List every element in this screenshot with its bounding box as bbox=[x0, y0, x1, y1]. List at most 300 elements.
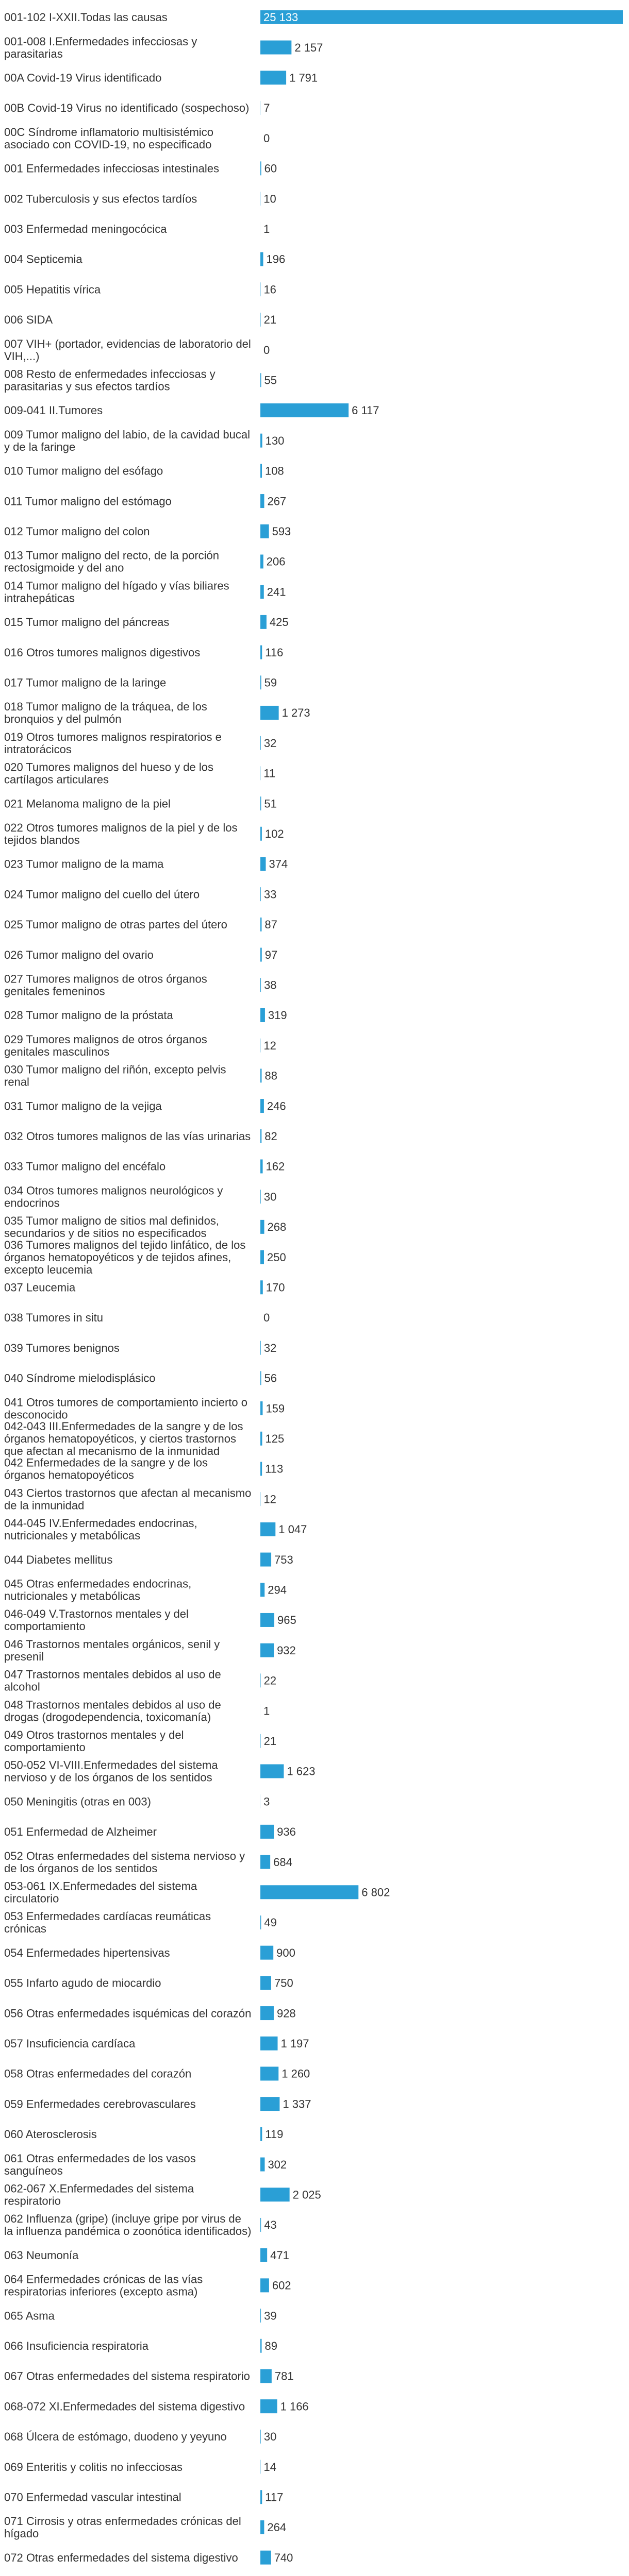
bar bbox=[260, 1583, 264, 1597]
category-label: 026 Tumor maligno del ovario bbox=[4, 948, 154, 961]
value-label: 1 623 bbox=[287, 1765, 316, 1778]
category-label: 047 Trastornos mentales debidos al uso de alcohol bbox=[4, 1668, 221, 1693]
value-label: 471 bbox=[270, 2248, 289, 2262]
bar bbox=[260, 1855, 270, 1869]
bar-row bbox=[4, 1825, 296, 1839]
bar bbox=[260, 2399, 277, 2413]
category-label: 013 Tumor maligno del recto, de la porción rectosigmoide y del ano bbox=[4, 549, 220, 574]
bar-row bbox=[4, 1280, 285, 1294]
value-label: 3 bbox=[263, 1795, 270, 1808]
bar-row bbox=[4, 2490, 283, 2504]
category-label: 046-049 V.Trastornos mentales y del comportamiento bbox=[4, 1607, 189, 1633]
bar-row bbox=[4, 403, 379, 417]
bar bbox=[260, 1432, 262, 1446]
bar bbox=[260, 2158, 264, 2172]
category-label: 034 Otros tumores malignos neurológicos y endocrinos bbox=[4, 1184, 223, 1210]
value-label: 1 bbox=[263, 1704, 270, 1718]
value-label: 246 bbox=[267, 1099, 286, 1113]
value-label: 750 bbox=[274, 1976, 293, 1990]
bar-row bbox=[4, 1099, 286, 1113]
bar-row bbox=[4, 1371, 277, 1385]
category-label: 063 Neumonía bbox=[4, 2248, 79, 2262]
value-label: 6 802 bbox=[361, 1886, 390, 1899]
bar bbox=[260, 796, 261, 810]
bar-row bbox=[4, 972, 277, 997]
bar bbox=[260, 857, 266, 871]
value-label: 0 bbox=[263, 1311, 270, 1325]
value-label: 55 bbox=[264, 374, 277, 387]
category-label: 052 Otras enfermedades del sistema nervioso y de los órganos de los sentidos bbox=[4, 1849, 245, 1875]
value-label: 119 bbox=[265, 2128, 284, 2141]
category-label: 045 Otras enfermedades endocrinas, nutricionales y metabólicas bbox=[4, 1577, 192, 1603]
value-label: 21 bbox=[263, 313, 277, 327]
category-label: 033 Tumor maligno del encéfalo bbox=[4, 1160, 166, 1173]
bar bbox=[260, 1885, 358, 1899]
bar-row bbox=[4, 1976, 293, 1990]
value-label: 302 bbox=[268, 2158, 287, 2171]
bar-row bbox=[4, 2248, 289, 2262]
value-label: 753 bbox=[274, 1553, 293, 1566]
value-label: 14 bbox=[263, 2460, 276, 2473]
value-label: 1 047 bbox=[278, 1523, 307, 1536]
category-label: 030 Tumor maligno del riñón, excepto pelvis renal bbox=[4, 1063, 226, 1089]
bar-row bbox=[4, 2152, 287, 2177]
category-label: 007 VIH+ (portador, evidencias de laboratorio del VIH,...) bbox=[4, 337, 251, 363]
value-label: 267 bbox=[267, 495, 287, 508]
bar-row bbox=[4, 1456, 283, 1482]
value-label: 87 bbox=[264, 918, 277, 931]
category-label: 025 Tumor maligno de otras partes del útero bbox=[4, 918, 227, 931]
bar bbox=[260, 2520, 264, 2534]
bar-row bbox=[4, 1159, 285, 1173]
bar-row bbox=[4, 282, 276, 296]
bar bbox=[260, 1069, 261, 1082]
value-label: 60 bbox=[264, 162, 277, 175]
bar bbox=[260, 10, 623, 24]
bar-row bbox=[4, 524, 291, 538]
bar-row bbox=[4, 1850, 292, 1875]
bar bbox=[260, 2218, 261, 2232]
bar bbox=[260, 918, 261, 931]
value-label: 30 bbox=[263, 2430, 277, 2444]
bar-row bbox=[4, 2339, 277, 2353]
value-label: 0 bbox=[263, 131, 270, 145]
bar-row bbox=[4, 161, 277, 175]
bar bbox=[260, 827, 262, 841]
bar-row bbox=[4, 1759, 315, 1784]
bar-row bbox=[4, 1879, 390, 1905]
value-label: 32 bbox=[263, 1341, 277, 1354]
bar bbox=[260, 1764, 284, 1778]
bar bbox=[260, 2551, 271, 2565]
category-label: 041 Otros tumores de comportamiento incierto o desconocido bbox=[4, 1396, 248, 1421]
bar bbox=[260, 2369, 272, 2383]
bar-row bbox=[4, 2006, 296, 2020]
bar bbox=[260, 2188, 290, 2201]
bar bbox=[260, 373, 261, 387]
bar-row bbox=[4, 2127, 283, 2141]
value-label: 82 bbox=[264, 1129, 277, 1143]
value-label: 32 bbox=[263, 736, 277, 750]
category-label: 037 Leucemia bbox=[4, 1281, 76, 1294]
bar-row bbox=[4, 646, 283, 659]
bar bbox=[260, 646, 262, 659]
bar bbox=[260, 1916, 261, 1929]
bar-row bbox=[4, 2097, 311, 2111]
value-label: 928 bbox=[276, 2007, 296, 2020]
category-label: 062-067 X.Enfermedades del sistema respiratorio bbox=[4, 2182, 194, 2208]
bar bbox=[260, 1553, 271, 1567]
category-label: 010 Tumor maligno del esófago bbox=[4, 464, 163, 478]
bar-row bbox=[4, 2212, 277, 2238]
bar-row bbox=[4, 1129, 277, 1143]
bar-row bbox=[4, 1063, 277, 1089]
category-label: 048 Trastornos mentales debidos al uso de drogas (drogodependencia, toxicomanía) bbox=[4, 1698, 221, 1724]
bar-row bbox=[4, 2369, 294, 2383]
bar bbox=[260, 948, 262, 962]
value-label: 1 bbox=[263, 222, 270, 235]
category-label: 064 Enfermedades crónicas de las vías respiratorias inferiores (excepto asma) bbox=[4, 2273, 203, 2298]
value-label: 1 273 bbox=[282, 706, 310, 720]
value-label: 22 bbox=[263, 1674, 277, 1687]
category-label: 042 Enfermedades de la sangre y de los órganos hematopoyéticos bbox=[4, 1456, 208, 1482]
category-label: 015 Tumor maligno del páncreas bbox=[4, 616, 170, 629]
category-label: 003 Enfermedad meningocócica bbox=[4, 222, 167, 235]
category-label: 065 Asma bbox=[4, 2309, 55, 2323]
bar bbox=[260, 494, 264, 508]
category-label: 024 Tumor maligno del cuello del útero bbox=[4, 888, 200, 901]
category-label: 060 Aterosclerosis bbox=[4, 2128, 97, 2141]
bar-row bbox=[4, 761, 275, 786]
value-label: 206 bbox=[266, 555, 286, 568]
value-label: 51 bbox=[264, 797, 277, 810]
category-label: 062 Influenza (gripe) (incluye gripe por virus de la influenza pandémica o zoonótica identificados) bbox=[4, 2212, 252, 2238]
value-label: 936 bbox=[277, 1825, 296, 1839]
value-label: 12 bbox=[263, 1039, 276, 1052]
category-label: 054 Enfermedades hipertensivas bbox=[4, 1946, 170, 1959]
value-label: 97 bbox=[264, 948, 278, 961]
value-label: 250 bbox=[267, 1250, 286, 1264]
bar bbox=[260, 1190, 261, 1204]
category-label: 00B Covid-19 Virus no identificado (sospechoso) bbox=[4, 101, 250, 115]
bar-row bbox=[4, 549, 285, 574]
category-label: 016 Otros tumores malignos digestivos bbox=[4, 646, 201, 659]
value-label: 130 bbox=[265, 434, 285, 447]
bar bbox=[260, 2248, 267, 2262]
bar-row bbox=[4, 1728, 276, 1754]
bar-row bbox=[4, 1910, 277, 1935]
bar-row bbox=[4, 2460, 276, 2474]
bar-row bbox=[4, 821, 284, 846]
bar bbox=[260, 1734, 261, 1748]
bar-row bbox=[4, 731, 276, 756]
bar-row bbox=[4, 579, 286, 604]
category-label: 022 Otros tumores malignos de la piel y de los tejidos blandos bbox=[4, 821, 238, 846]
category-label: 00A Covid-19 Virus identificado bbox=[4, 71, 162, 84]
value-label: 264 bbox=[267, 2521, 287, 2534]
bar-row bbox=[4, 1311, 270, 1324]
bar-row bbox=[4, 252, 285, 266]
category-label: 001-008 I.Enfermedades infecciosas y parasitarias bbox=[4, 35, 197, 60]
bar-row bbox=[4, 1607, 296, 1633]
value-label: 102 bbox=[264, 827, 284, 840]
bar-row bbox=[4, 1184, 276, 1209]
value-label: 602 bbox=[272, 2279, 291, 2292]
bar-row bbox=[4, 2066, 310, 2080]
bar-row bbox=[4, 192, 276, 206]
category-label: 005 Hepatitis vírica bbox=[4, 283, 101, 296]
bar-row bbox=[4, 887, 276, 901]
bar-row bbox=[4, 1794, 270, 1808]
bar bbox=[260, 1220, 264, 1234]
category-label: 012 Tumor maligno del colon bbox=[4, 524, 150, 538]
value-label: 932 bbox=[277, 1643, 296, 1657]
category-label: 056 Otras enfermedades isquémicas del corazón bbox=[4, 2007, 252, 2020]
category-label: 068 Úlcera de estómago, duodeno y yeyuno bbox=[4, 2430, 227, 2444]
category-label: 061 Otras enfermedades de los vasos sanguíneos bbox=[4, 2151, 196, 2177]
bar-row bbox=[4, 367, 277, 393]
bar-row bbox=[4, 222, 270, 236]
value-label: 117 bbox=[265, 2490, 284, 2504]
value-label: 10 bbox=[263, 192, 276, 206]
bar-row bbox=[4, 2515, 286, 2540]
category-label: 070 Enfermedad vascular intestinal bbox=[4, 2490, 181, 2504]
category-label: 050-052 VI-VIII.Enfermedades del sistema nervioso y de los órganos de los sentidos bbox=[4, 1758, 218, 1784]
category-label: 001 Enfermedades infecciosas intestinales bbox=[4, 162, 220, 175]
value-label: 49 bbox=[264, 1916, 277, 1929]
value-label: 159 bbox=[266, 1402, 285, 1415]
bar-row bbox=[4, 2309, 277, 2323]
value-label: 0 bbox=[263, 343, 270, 357]
value-label: 113 bbox=[265, 1462, 284, 1476]
bar bbox=[260, 2430, 261, 2444]
value-label: 7 bbox=[263, 101, 270, 115]
value-label: 740 bbox=[274, 2551, 293, 2564]
value-label: 12 bbox=[263, 1493, 276, 1506]
category-label: 018 Tumor maligno de la tráquea, de los bronquios y del pulmón bbox=[4, 700, 207, 726]
category-label: 035 Tumor maligno de sitios mal definidos, secundarios y de sitios no especificados bbox=[4, 1214, 219, 1240]
bar bbox=[260, 615, 267, 629]
value-label: 593 bbox=[272, 524, 291, 538]
category-label: 059 Enfermedades cerebrovasculares bbox=[4, 2097, 196, 2111]
value-label: 88 bbox=[264, 1069, 277, 1082]
bar bbox=[260, 1250, 264, 1264]
category-label: 006 SIDA bbox=[4, 313, 53, 327]
bar-row bbox=[4, 2182, 321, 2207]
bar-row bbox=[4, 700, 310, 725]
bar bbox=[260, 675, 261, 689]
category-label: 068-072 XI.Enfermedades del sistema digestivo bbox=[4, 2400, 245, 2413]
value-label: 294 bbox=[268, 1583, 287, 1597]
bar-row bbox=[4, 1396, 285, 1421]
bar-row bbox=[4, 2399, 309, 2413]
bar-row bbox=[4, 948, 277, 962]
bar-row bbox=[4, 1008, 287, 1022]
bar bbox=[260, 1099, 264, 1113]
bar-row bbox=[4, 675, 277, 689]
bar bbox=[260, 464, 262, 478]
category-label: 028 Tumor maligno de la próstata bbox=[4, 1009, 173, 1022]
category-label: 00C Síndrome inflamatorio multisistémico asociado con COVID-19, no especificado bbox=[4, 125, 213, 151]
bar-row bbox=[4, 1668, 276, 1693]
category-label: 040 Síndrome mielodisplásico bbox=[4, 1371, 156, 1385]
bar bbox=[260, 1371, 261, 1385]
bar bbox=[260, 161, 261, 175]
bar bbox=[260, 1462, 262, 1476]
category-label: 043 Ciertos trastornos que afectan al mecanismo de la inmunidad bbox=[4, 1486, 252, 1512]
value-label: 781 bbox=[274, 2369, 294, 2383]
bar bbox=[260, 2066, 278, 2080]
category-label: 071 Cirrosis y otras enfermedades crónicas del hígado bbox=[4, 2515, 241, 2540]
bar-row bbox=[4, 2430, 276, 2444]
bar bbox=[260, 554, 263, 568]
bar-row bbox=[4, 1486, 276, 1512]
bar-row bbox=[4, 337, 270, 363]
bar bbox=[260, 2278, 269, 2292]
category-label: 027 Tumores malignos de otros órganos genitales femeninos bbox=[4, 972, 207, 998]
category-label: 002 Tuberculosis y sus efectos tardíos bbox=[4, 192, 197, 206]
bar bbox=[260, 2127, 262, 2141]
bar bbox=[260, 2309, 261, 2323]
value-label: 319 bbox=[268, 1009, 287, 1022]
category-label: 009-041 II.Tumores bbox=[4, 404, 103, 417]
bar bbox=[260, 2037, 277, 2050]
category-label: 029 Tumores malignos de otros órganos genitales masculinos bbox=[4, 1032, 207, 1058]
bar bbox=[260, 1280, 263, 1294]
category-label: 072 Otras enfermedades del sistema digestivo bbox=[4, 2551, 238, 2564]
value-label: 1 166 bbox=[280, 2400, 309, 2413]
value-label: 965 bbox=[277, 1614, 296, 1627]
value-label: 374 bbox=[269, 857, 288, 871]
bar bbox=[260, 1129, 261, 1143]
bar-row bbox=[4, 101, 270, 115]
bar bbox=[260, 1643, 274, 1657]
value-label: 196 bbox=[266, 252, 286, 266]
category-label: 053 Enfermedades cardíacas reumáticas crónicas bbox=[4, 1910, 211, 1936]
bar-row bbox=[4, 1033, 276, 1058]
bar bbox=[260, 978, 261, 992]
bar bbox=[260, 41, 291, 55]
bar-row bbox=[4, 1638, 296, 1663]
value-label: 241 bbox=[267, 585, 286, 599]
bar bbox=[260, 434, 262, 448]
value-label: 268 bbox=[267, 1221, 287, 1234]
category-label: 044 Diabetes mellitus bbox=[4, 1553, 113, 1566]
category-label: 017 Tumor maligno de la laringe bbox=[4, 676, 167, 689]
bar bbox=[260, 2490, 262, 2504]
category-label: 038 Tumores in situ bbox=[4, 1311, 103, 1325]
bar-row bbox=[4, 1577, 287, 1602]
bar bbox=[260, 1401, 262, 1415]
bar-row bbox=[4, 615, 289, 629]
bar-row bbox=[4, 464, 284, 478]
value-label: 43 bbox=[264, 2218, 277, 2232]
category-label: 042-043 III.Enfermedades de la sangre y de los órganos hematopoyéticos, y ciertos trastornos que afectan al mecanismo de la inmunidad bbox=[4, 1419, 243, 1458]
category-label: 023 Tumor maligno de la mama bbox=[4, 857, 164, 871]
bar-row bbox=[4, 1214, 286, 1240]
bar-row bbox=[4, 2551, 293, 2565]
bar-row bbox=[4, 126, 270, 151]
category-label: 051 Enfermedad de Alzheimer bbox=[4, 1825, 157, 1839]
value-label: 2 157 bbox=[294, 41, 323, 54]
value-label: 116 bbox=[265, 646, 284, 659]
bar bbox=[260, 1946, 273, 1960]
value-label: 684 bbox=[273, 1855, 292, 1869]
bar bbox=[260, 403, 349, 417]
bar-row bbox=[4, 1420, 284, 1458]
value-label: 30 bbox=[263, 1190, 277, 1204]
category-label: 008 Resto de enfermedades infecciosas y parasitarias y sus efectos tardíos bbox=[4, 367, 216, 393]
value-label: 900 bbox=[276, 1946, 295, 1959]
bar-row bbox=[4, 2037, 309, 2050]
value-label: 125 bbox=[265, 1432, 285, 1445]
value-label: 425 bbox=[269, 616, 289, 629]
category-label: 036 Tumores malignos del tejido linfático, de los órganos hematopoyéticos y de tejidos afines, excepto leucemia bbox=[4, 1238, 246, 1276]
value-label: 170 bbox=[266, 1281, 285, 1294]
bar bbox=[260, 313, 261, 327]
category-label: 039 Tumores benignos bbox=[4, 1341, 120, 1354]
value-label: 1 197 bbox=[280, 2037, 309, 2050]
category-label: 044-045 IV.Enfermedades endocrinas, nutricionales y metabólicas bbox=[4, 1517, 197, 1543]
bar bbox=[260, 1008, 265, 1022]
value-label: 59 bbox=[264, 676, 277, 689]
category-label: 050 Meningitis (otras en 003) bbox=[4, 1795, 151, 1808]
bar bbox=[260, 2097, 279, 2111]
category-label: 058 Otras enfermedades del corazón bbox=[4, 2067, 192, 2080]
bar bbox=[260, 71, 286, 84]
category-label: 001-102 I-XXII.Todas las causas bbox=[4, 11, 168, 24]
bar-row bbox=[4, 1341, 276, 1355]
value-label: 1 260 bbox=[282, 2067, 310, 2080]
bar-row bbox=[4, 1239, 286, 1276]
value-label: 162 bbox=[266, 1160, 285, 1173]
bar bbox=[260, 1613, 274, 1627]
bar bbox=[260, 1976, 271, 1990]
bar bbox=[260, 2339, 261, 2353]
category-label: 057 Insuficiencia cardíaca bbox=[4, 2037, 136, 2050]
category-label: 049 Otros trastornos mentales y del comportamiento bbox=[4, 1728, 184, 1754]
category-label: 021 Melanoma maligno de la piel bbox=[4, 797, 171, 810]
bar bbox=[260, 736, 261, 750]
bar bbox=[260, 252, 263, 266]
bar-row bbox=[4, 2273, 291, 2298]
bar bbox=[260, 706, 279, 720]
bar-row bbox=[4, 1553, 293, 1567]
value-label: 38 bbox=[264, 978, 277, 992]
value-label: 16 bbox=[263, 283, 276, 296]
bar-row bbox=[4, 1946, 295, 1960]
bar bbox=[260, 1825, 274, 1839]
bar-row bbox=[4, 494, 286, 508]
bar bbox=[260, 2006, 274, 2020]
bar bbox=[260, 585, 264, 599]
category-label: 019 Otros tumores malignos respiratorios e intratorácicos bbox=[4, 730, 222, 756]
value-label: 21 bbox=[263, 1734, 277, 1748]
value-label: 11 bbox=[263, 767, 276, 780]
category-label: 014 Tumor maligno del hígado y vías biliares intrahepáticas bbox=[4, 579, 229, 605]
bar-row bbox=[4, 71, 318, 84]
bar bbox=[260, 1673, 261, 1687]
value-label: 39 bbox=[264, 2309, 277, 2323]
category-label: 032 Otros tumores malignos de las vías urinarias bbox=[4, 1129, 251, 1143]
bar-row bbox=[4, 857, 288, 871]
value-label: 108 bbox=[265, 464, 284, 478]
category-label: 020 Tumores malignos del hueso y de los cartílagos articulares bbox=[4, 760, 214, 786]
value-label: 33 bbox=[263, 888, 277, 901]
bar-row bbox=[4, 796, 277, 810]
bar bbox=[260, 1159, 263, 1173]
value-label: 2 025 bbox=[292, 2188, 321, 2201]
